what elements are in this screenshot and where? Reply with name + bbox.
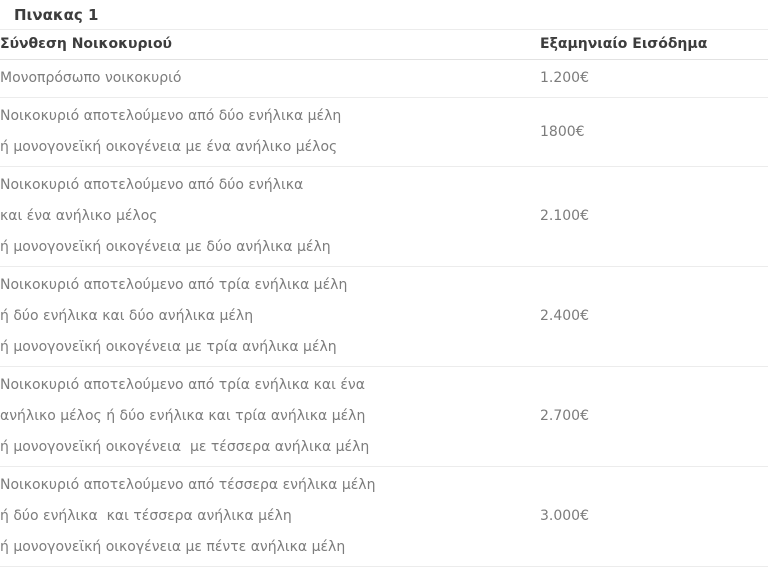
column-header-six-month-income: Εξαμηνιαίο Εισόδημα (540, 30, 768, 60)
household-line: ανήλικο μέλος ή δύο ενήλικα και τρία ανήλικα μέλη (0, 408, 366, 424)
household-line: ή μονογονεϊκή οικογένεια με τρία ανήλικα μέλη (0, 339, 337, 355)
household-line: ή μονογονεϊκή οικογένεια με πέντε ανήλικα μέλη (0, 539, 346, 555)
table-row (0, 60, 768, 98)
income-cell: 1800€ (540, 98, 768, 167)
household-line: Νοικοκυριό αποτελούμενο από τρία ενήλικα μέλη (0, 277, 348, 293)
household-line: Μονοπρόσωπο νοικοκυριό (0, 70, 182, 86)
household-cell (0, 467, 540, 567)
table-row (0, 167, 768, 267)
column-header-household-composition: Σύνθεση Νοικοκυριού (0, 30, 540, 60)
household-line: ή μονογονεϊκή οικογένεια με ένα ανήλικο μέλος (0, 139, 338, 155)
household-line: ή δύο ενήλικα και τέσσερα ανήλικα μέλη (0, 508, 292, 524)
household-line: ή μονογονεϊκή οικογένεια με τέσσερα ανήλικα μέλη (0, 439, 370, 455)
household-cell (0, 60, 540, 98)
household-line: Νοικοκυριό αποτελούμενο από τέσσερα ενήλικα μέλη (0, 477, 376, 493)
table-row (0, 267, 768, 367)
household-line: και ένα ανήλικο μέλος (0, 208, 158, 224)
table-header-row (0, 30, 768, 60)
household-line: Νοικοκυριό αποτελούμενο από τρία ενήλικα και ένα (0, 377, 365, 393)
household-line: Νοικοκυριό αποτελούμενο από δύο ενήλικα μέλη (0, 108, 342, 124)
income-cell: 1.200€ (540, 60, 768, 98)
income-cell: 2.400€ (540, 267, 768, 367)
income-cell: 3.000€ (540, 467, 768, 567)
household-cell (0, 167, 540, 267)
household-cell (0, 98, 540, 167)
income-cell: 2.100€ (540, 167, 768, 267)
household-cell (0, 367, 540, 467)
household-cell (0, 267, 540, 367)
table-row (0, 367, 768, 467)
household-line: Νοικοκυριό αποτελούμενο από δύο ενήλικα (0, 177, 304, 193)
income-cell: 2.700€ (540, 367, 768, 467)
income-table (0, 30, 768, 567)
household-line: ή μονογονεϊκή οικογένεια με δύο ανήλικα μέλη (0, 239, 331, 255)
table-row (0, 98, 768, 167)
table-body (0, 60, 768, 567)
household-line: ή δύο ενήλικα και δύο ανήλικα μέλη (0, 308, 254, 324)
page-title: Πινακας 1 (0, 0, 768, 30)
table-row (0, 467, 768, 567)
